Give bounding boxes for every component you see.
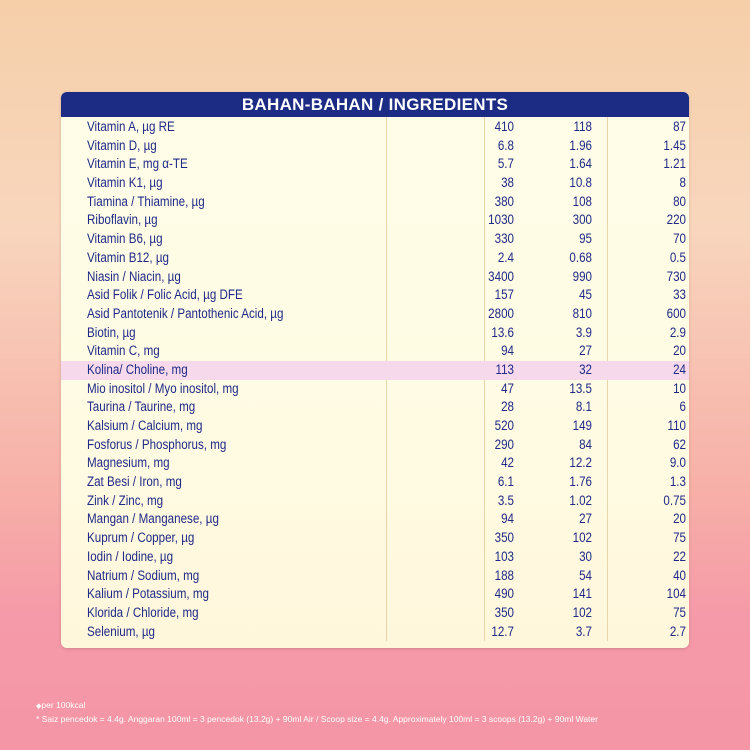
nutrient-name: Kuprum / Copper, µg [87, 530, 195, 546]
value-col-1: 3.5 [497, 492, 514, 508]
nutrient-name: Biotin, µg [87, 324, 136, 340]
value-col-3: 2.9 [669, 324, 686, 340]
value-col-2: 102 [572, 530, 592, 546]
value-col-3: 33 [673, 287, 686, 303]
value-col-3: 9.0 [669, 455, 686, 471]
value-col-3: 75 [673, 530, 686, 546]
table-row [61, 454, 689, 473]
table-row [61, 268, 689, 287]
table-row [61, 492, 689, 511]
value-col-3: 80 [673, 193, 686, 209]
value-col-3: 62 [673, 436, 686, 452]
table-row [61, 473, 689, 492]
value-col-2: 27 [579, 511, 592, 527]
nutrient-name: Kalium / Potassium, mg [87, 586, 209, 602]
value-col-1: 520 [494, 418, 514, 433]
value-col-2: 1.76 [569, 474, 592, 490]
nutrient-name: Vitamin E, mg α-TE [87, 156, 188, 172]
value-col-2: 3.7 [575, 623, 592, 639]
footnote-scoop [36, 713, 598, 725]
value-col-3: 110 [667, 418, 686, 433]
value-col-1: 410 [494, 119, 514, 134]
nutrient-name: Mio inositol / Myo inositol, mg [87, 380, 239, 396]
value-col-3: 104 [666, 586, 686, 602]
nutrient-name: Zink / Zinc, mg [87, 492, 164, 508]
value-col-3: 8 [679, 175, 686, 191]
nutrient-name: Asid Pantotenik / Pantothenic Acid, µg [87, 305, 284, 321]
value-col-1: 94 [501, 343, 514, 359]
value-col-3: 75 [673, 604, 686, 620]
table-row [61, 604, 689, 623]
nutrient-name: Vitamin B12, µg [87, 249, 169, 265]
nutrient-name: Fosforus / Phosphorus, mg [87, 436, 227, 452]
value-col-1: 2.4 [497, 249, 514, 265]
value-col-2: 32 [579, 361, 592, 377]
value-col-1: 94 [501, 511, 514, 527]
value-col-2: 1.96 [569, 137, 592, 153]
value-col-3: 1.21 [663, 156, 686, 172]
value-col-2: 300 [572, 212, 592, 228]
value-col-3: 40 [673, 567, 686, 583]
table-row [61, 548, 689, 567]
value-col-3: 600 [666, 305, 686, 321]
value-col-1: 6.1 [497, 474, 514, 490]
footnote-text: per 100kcal [41, 700, 86, 710]
nutrient-name: Niasin / Niacin, µg [87, 268, 181, 284]
nutrient-name: Riboflavin, µg [87, 212, 158, 228]
nutrient-name: Kalsium / Calcium, mg [87, 418, 203, 433]
value-col-2: 54 [579, 567, 592, 583]
value-col-3: 1.45 [663, 137, 686, 153]
table-row [61, 137, 689, 156]
value-col-1: 380 [494, 193, 514, 209]
value-col-1: 5.7 [497, 156, 514, 172]
table-row [61, 529, 689, 548]
table-row [61, 211, 689, 230]
table-row [61, 623, 689, 642]
value-col-2: 141 [572, 586, 592, 602]
table-row [61, 417, 689, 436]
nutrient-name: Mangan / Manganese, µg [87, 511, 219, 527]
table-row [61, 118, 689, 137]
value-col-3: 220 [666, 212, 686, 228]
value-col-1: 350 [494, 530, 514, 546]
value-col-2: 27 [579, 343, 592, 359]
value-col-3: 2.7 [669, 623, 686, 639]
table-row [61, 342, 689, 361]
nutrient-name: Vitamin A, µg RE [87, 119, 175, 134]
footnote-per-kcal [36, 699, 598, 713]
table-row [61, 193, 689, 212]
nutrient-name: Selenium, µg [87, 623, 156, 639]
value-col-2: 3.9 [575, 324, 592, 340]
table-row [61, 436, 689, 455]
asterisk-icon: * [36, 714, 40, 724]
value-col-2: 84 [579, 436, 592, 452]
value-col-2: 10.8 [569, 175, 592, 191]
table-row [61, 286, 689, 305]
value-col-1: 157 [494, 287, 514, 303]
value-col-2: 108 [572, 193, 592, 209]
value-col-1: 1030 [488, 212, 514, 228]
value-col-2: 8.1 [575, 399, 592, 415]
value-col-1: 2800 [488, 305, 514, 321]
value-col-2: 30 [579, 548, 592, 564]
value-col-3: 10 [673, 380, 686, 396]
table-row [61, 230, 689, 249]
value-col-1: 47 [501, 380, 514, 396]
nutrient-name: Taurina / Taurine, mg [87, 399, 196, 415]
value-col-2: 118 [573, 119, 592, 134]
value-col-1: 28 [501, 399, 514, 415]
table-row [61, 155, 689, 174]
value-col-2: 45 [579, 287, 592, 303]
table-title: BAHAN-BAHAN / INGREDIENTS [61, 92, 689, 117]
value-col-2: 810 [572, 305, 592, 321]
value-col-3: 70 [673, 231, 686, 247]
value-col-1: 38 [501, 175, 514, 191]
value-col-2: 990 [572, 268, 592, 284]
value-col-1: 13.6 [491, 324, 514, 340]
value-col-1: 103 [494, 548, 514, 564]
footnotes [36, 699, 598, 725]
value-col-3: 20 [673, 511, 686, 527]
value-col-3: 22 [673, 548, 686, 564]
nutrient-name: Tiamina / Thiamine, µg [87, 193, 205, 209]
value-col-2: 13.5 [569, 380, 592, 396]
table-row [61, 398, 689, 417]
value-col-1: 12.7 [491, 623, 514, 639]
nutrient-name: Iodin / Iodine, µg [87, 548, 174, 564]
table-row [61, 510, 689, 529]
value-col-1: 113 [495, 361, 514, 377]
value-col-3: 0.5 [669, 249, 686, 265]
value-col-2: 149 [572, 418, 592, 433]
value-col-3: 730 [666, 268, 686, 284]
footnote-text: Saiz pencedok = 4.4g. Anggaran 100ml = 3 pencedok (13.2g) + 90ml Air / Scoop size = 4.4g. Approximately 100ml = 3 scoops (13.2g) + 90ml Water [41, 714, 598, 724]
value-col-1: 6.8 [497, 137, 514, 153]
nutrient-name: Vitamin D, µg [87, 137, 157, 153]
value-col-2: 1.64 [569, 156, 592, 172]
value-col-2: 1.02 [569, 492, 592, 508]
nutrient-name: Vitamin K1, µg [87, 175, 163, 191]
value-col-2: 0.68 [569, 249, 592, 265]
value-col-1: 188 [494, 567, 514, 583]
nutrition-table-panel [61, 92, 689, 648]
nutrient-name: Klorida / Chloride, mg [87, 604, 199, 620]
nutrient-name: Natrium / Sodium, mg [87, 567, 200, 583]
table-row [61, 585, 689, 604]
value-col-3: 6 [679, 399, 686, 415]
value-col-1: 3400 [488, 268, 514, 284]
value-col-2: 95 [579, 231, 592, 247]
value-col-1: 290 [494, 436, 514, 452]
value-col-1: 330 [494, 231, 514, 247]
value-col-3: 0.75 [663, 492, 686, 508]
table-rows [61, 118, 689, 641]
value-col-3: 20 [673, 343, 686, 359]
table-row [61, 305, 689, 324]
nutrient-name: Vitamin B6, µg [87, 231, 163, 247]
nutrient-name: Magnesium, mg [87, 455, 170, 471]
table-row [61, 249, 689, 268]
value-col-2: 102 [572, 604, 592, 620]
value-col-1: 350 [494, 604, 514, 620]
table-row [61, 567, 689, 586]
table-row [61, 174, 689, 193]
value-col-1: 42 [501, 455, 514, 471]
nutrient-name: Kolina/ Choline, mg [87, 361, 188, 377]
value-col-3: 24 [673, 361, 686, 377]
diamond-icon: ◆ [36, 703, 42, 710]
nutrient-name: Zat Besi / Iron, mg [87, 474, 182, 490]
table-row [61, 361, 689, 380]
table-row [61, 324, 689, 343]
value-col-2: 12.2 [569, 455, 592, 471]
value-col-1: 490 [494, 586, 514, 602]
value-col-3: 1.3 [669, 474, 686, 490]
nutrient-name: Vitamin C, mg [87, 343, 160, 359]
value-col-3: 87 [673, 119, 686, 134]
nutrient-name: Asid Folik / Folic Acid, µg DFE [87, 287, 243, 303]
table-row [61, 380, 689, 399]
